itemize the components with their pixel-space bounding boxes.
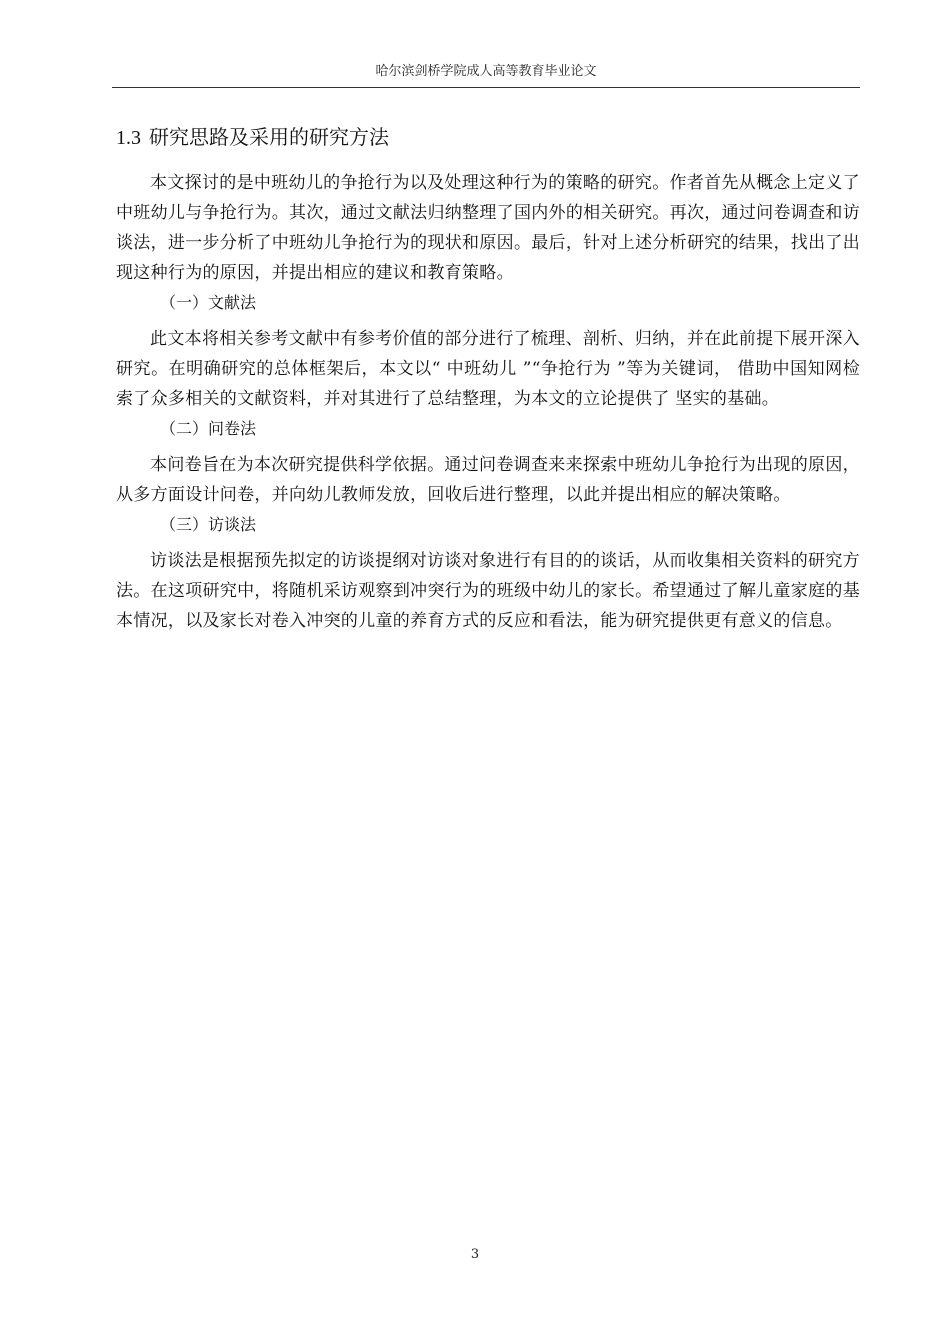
method-literature-paragraph: 此文本将相关参考文献中有参考价值的部分进行了梳理、剖析、归纳，并在此前提下展开深入研究。在明确研究的总体框架后，本文以“ 中班幼儿 ”“争抢行为 ”等为关键词， 借助中国知网检索了众多相关的文献资料，并对其进行了总结整理，为本文的立论提供了 坚实的基础。: [116, 329, 860, 409]
header-divider: [112, 87, 860, 88]
method-literature-heading: （一）文献法: [160, 293, 257, 312]
method-questionnaire-paragraph: 本问卷旨在为本次研究提供科学依据。通过问卷调查来来探索中班幼儿争抢行为出现的原因，从多方面设计问卷，并向幼儿教师发放，回收后进行整理，以此并提出相应的解决策略。: [116, 455, 860, 505]
intro-paragraph: 本文探讨的是中班幼儿的争抢行为以及处理这种行为的策略的研究。作者首先从概念上定义了中班幼儿与争抢行为。其次，通过文献法归纳整理了国内外的相关研究。再次，通过问卷调查和访谈法，进一步分析了中班幼儿争抢行为的现状和原因。最后，针对上述分析研究的结果，找出了出现这种行为的原因，并提出相应的建议和教育策略。: [116, 173, 860, 283]
method-interview-paragraph: 访谈法是根据预先拟定的访谈提纲对访谈对象进行有目的的谈话，从而收集相关资料的研究方法。在这项研究中，将随机采访观察到冲突行为的班级中幼儿的家长。希望通过了解儿童家庭的基本情况，以及家长对卷入冲突的儿童的养育方式的反应和看法，能为研究提供更有意义的信息。: [116, 551, 860, 631]
body-text: [116, 168, 860, 636]
page-number: 3: [470, 1247, 480, 1262]
section-title: 研究思路及采用的研究方法: [149, 125, 389, 149]
section-number: 1.3: [116, 127, 141, 149]
method-interview-heading: （三）访谈法: [160, 515, 257, 534]
running-header: 哈尔滨剑桥学院成人高等教育毕业论文: [375, 64, 597, 79]
section-heading: [116, 122, 389, 153]
method-questionnaire-heading: （二）问卷法: [160, 419, 257, 438]
